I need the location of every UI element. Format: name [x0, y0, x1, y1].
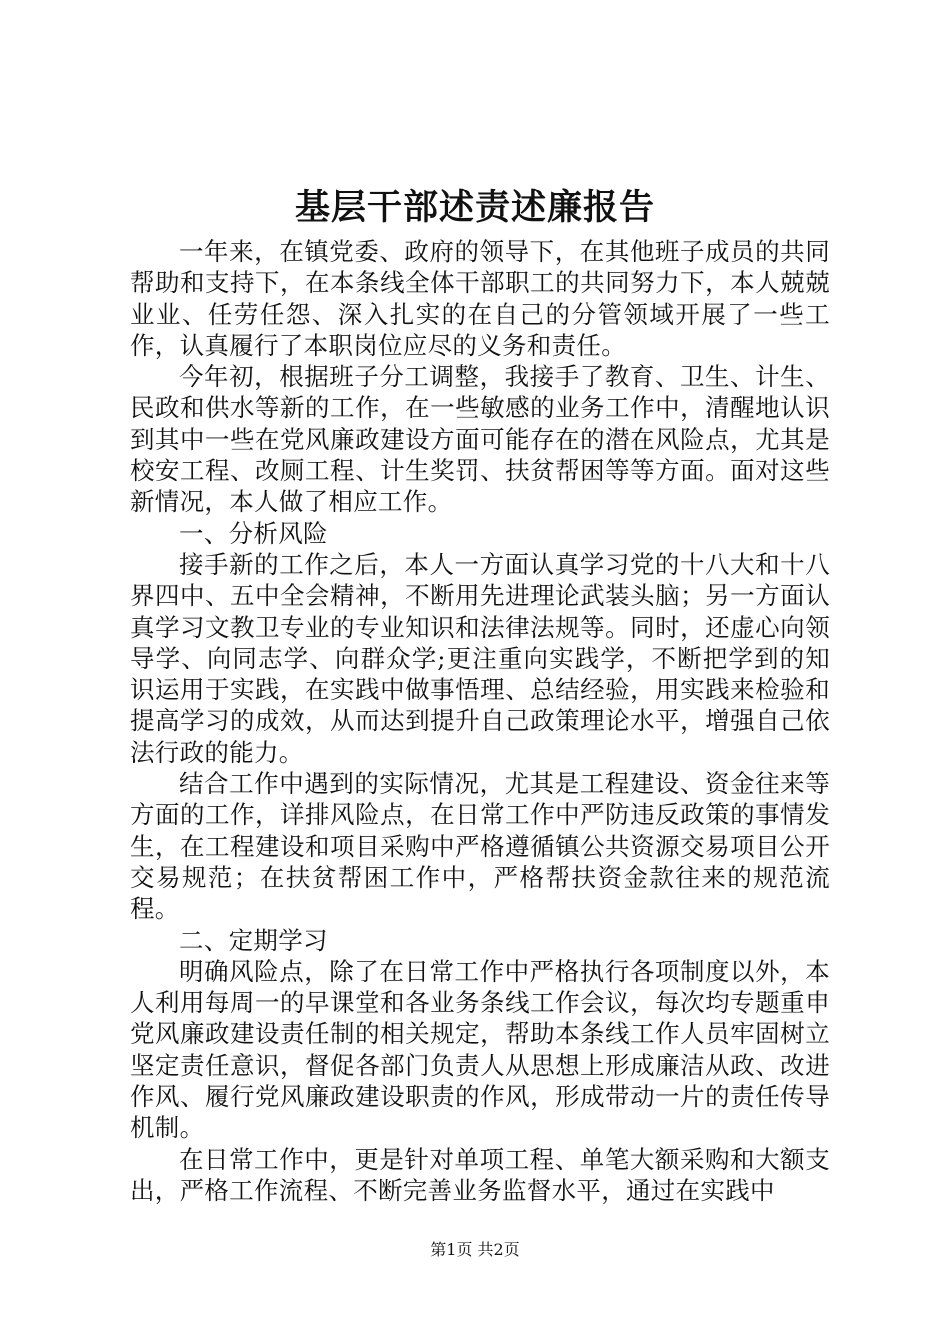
document-title: 基层干部述责述廉报告 [294, 187, 655, 228]
paragraph-new-work: 今年初，根据班子分工调整，我接手了教育、卫生、计生、民政和供水等新的工作，在一些敏感的业务工作中，清醒地认识到其中一些在党风廉政建设方面可能存在的潜在风险点，尤其是校安工程、改厕工程、计生奖罚、扶贫帮困等等方面。面对这些新情况，本人做了相应工作。 [130, 362, 830, 517]
paragraph-risk-points: 结合工作中遇到的实际情况，尤其是工程建设、资金往来等方面的工作，详排风险点，在日常工作中严防违反政策的事情发生，在工程建设和项目采购中严格遵循镇公共资源交易项目公开交易规范；在扶贫帮困工作中，严格帮扶资金款往来的规范流程。 [130, 769, 830, 924]
paragraph-intro: 一年来，在镇党委、政府的领导下，在其他班子成员的共同帮助和支持下，在本条线全体干部职工的共同努力下，本人兢兢业业、任劳任怨、深入扎实的在自己的分管领域开展了一些工作，认真履行了本职岗位应尽的义务和责任。 [130, 237, 830, 360]
section-heading-1: 一、分析风险 [179, 518, 328, 548]
paragraph-daily-work: 在日常工作中，更是针对单项工程、单笔大额采购和大额支出，严格工作流程、不断完善业务监督水平，通过在实践中 [130, 1144, 830, 1205]
section-heading-2: 二、定期学习 [179, 925, 328, 955]
page-footer: 第1页 共2页 [430, 1240, 520, 1259]
document-body [130, 236, 830, 1206]
paragraph-regular-study: 明确风险点，除了在日常工作中严格执行各项制度以外，本人利用每周一的早课堂和各业务条线工作会议，每次均专题重申党风廉政建设责任制的相关规定，帮助本条线工作人员牢固树立坚定责任意识，督促各部门负责人从思想上形成廉洁从政、改进作风、履行党风廉政建设职责的作风，形成带动一片的责任传导机制。 [130, 956, 830, 1143]
paragraph-study: 接手新的工作之后，本人一方面认真学习党的十八大和十八界四中、五中全会精神，不断用先进理论武装头脑；另一方面认真学习文教卫专业的专业知识和法律法规等。同时，还虚心向领导学、向同志学、向群众学;更注重向实践学，不断把学到的知识运用于实践，在实践中做事悟理、总结经验，用实践来检验和提高学习的成效，从而达到提升自己政策理论水平，增强自己依法行政的能力。 [130, 549, 830, 767]
